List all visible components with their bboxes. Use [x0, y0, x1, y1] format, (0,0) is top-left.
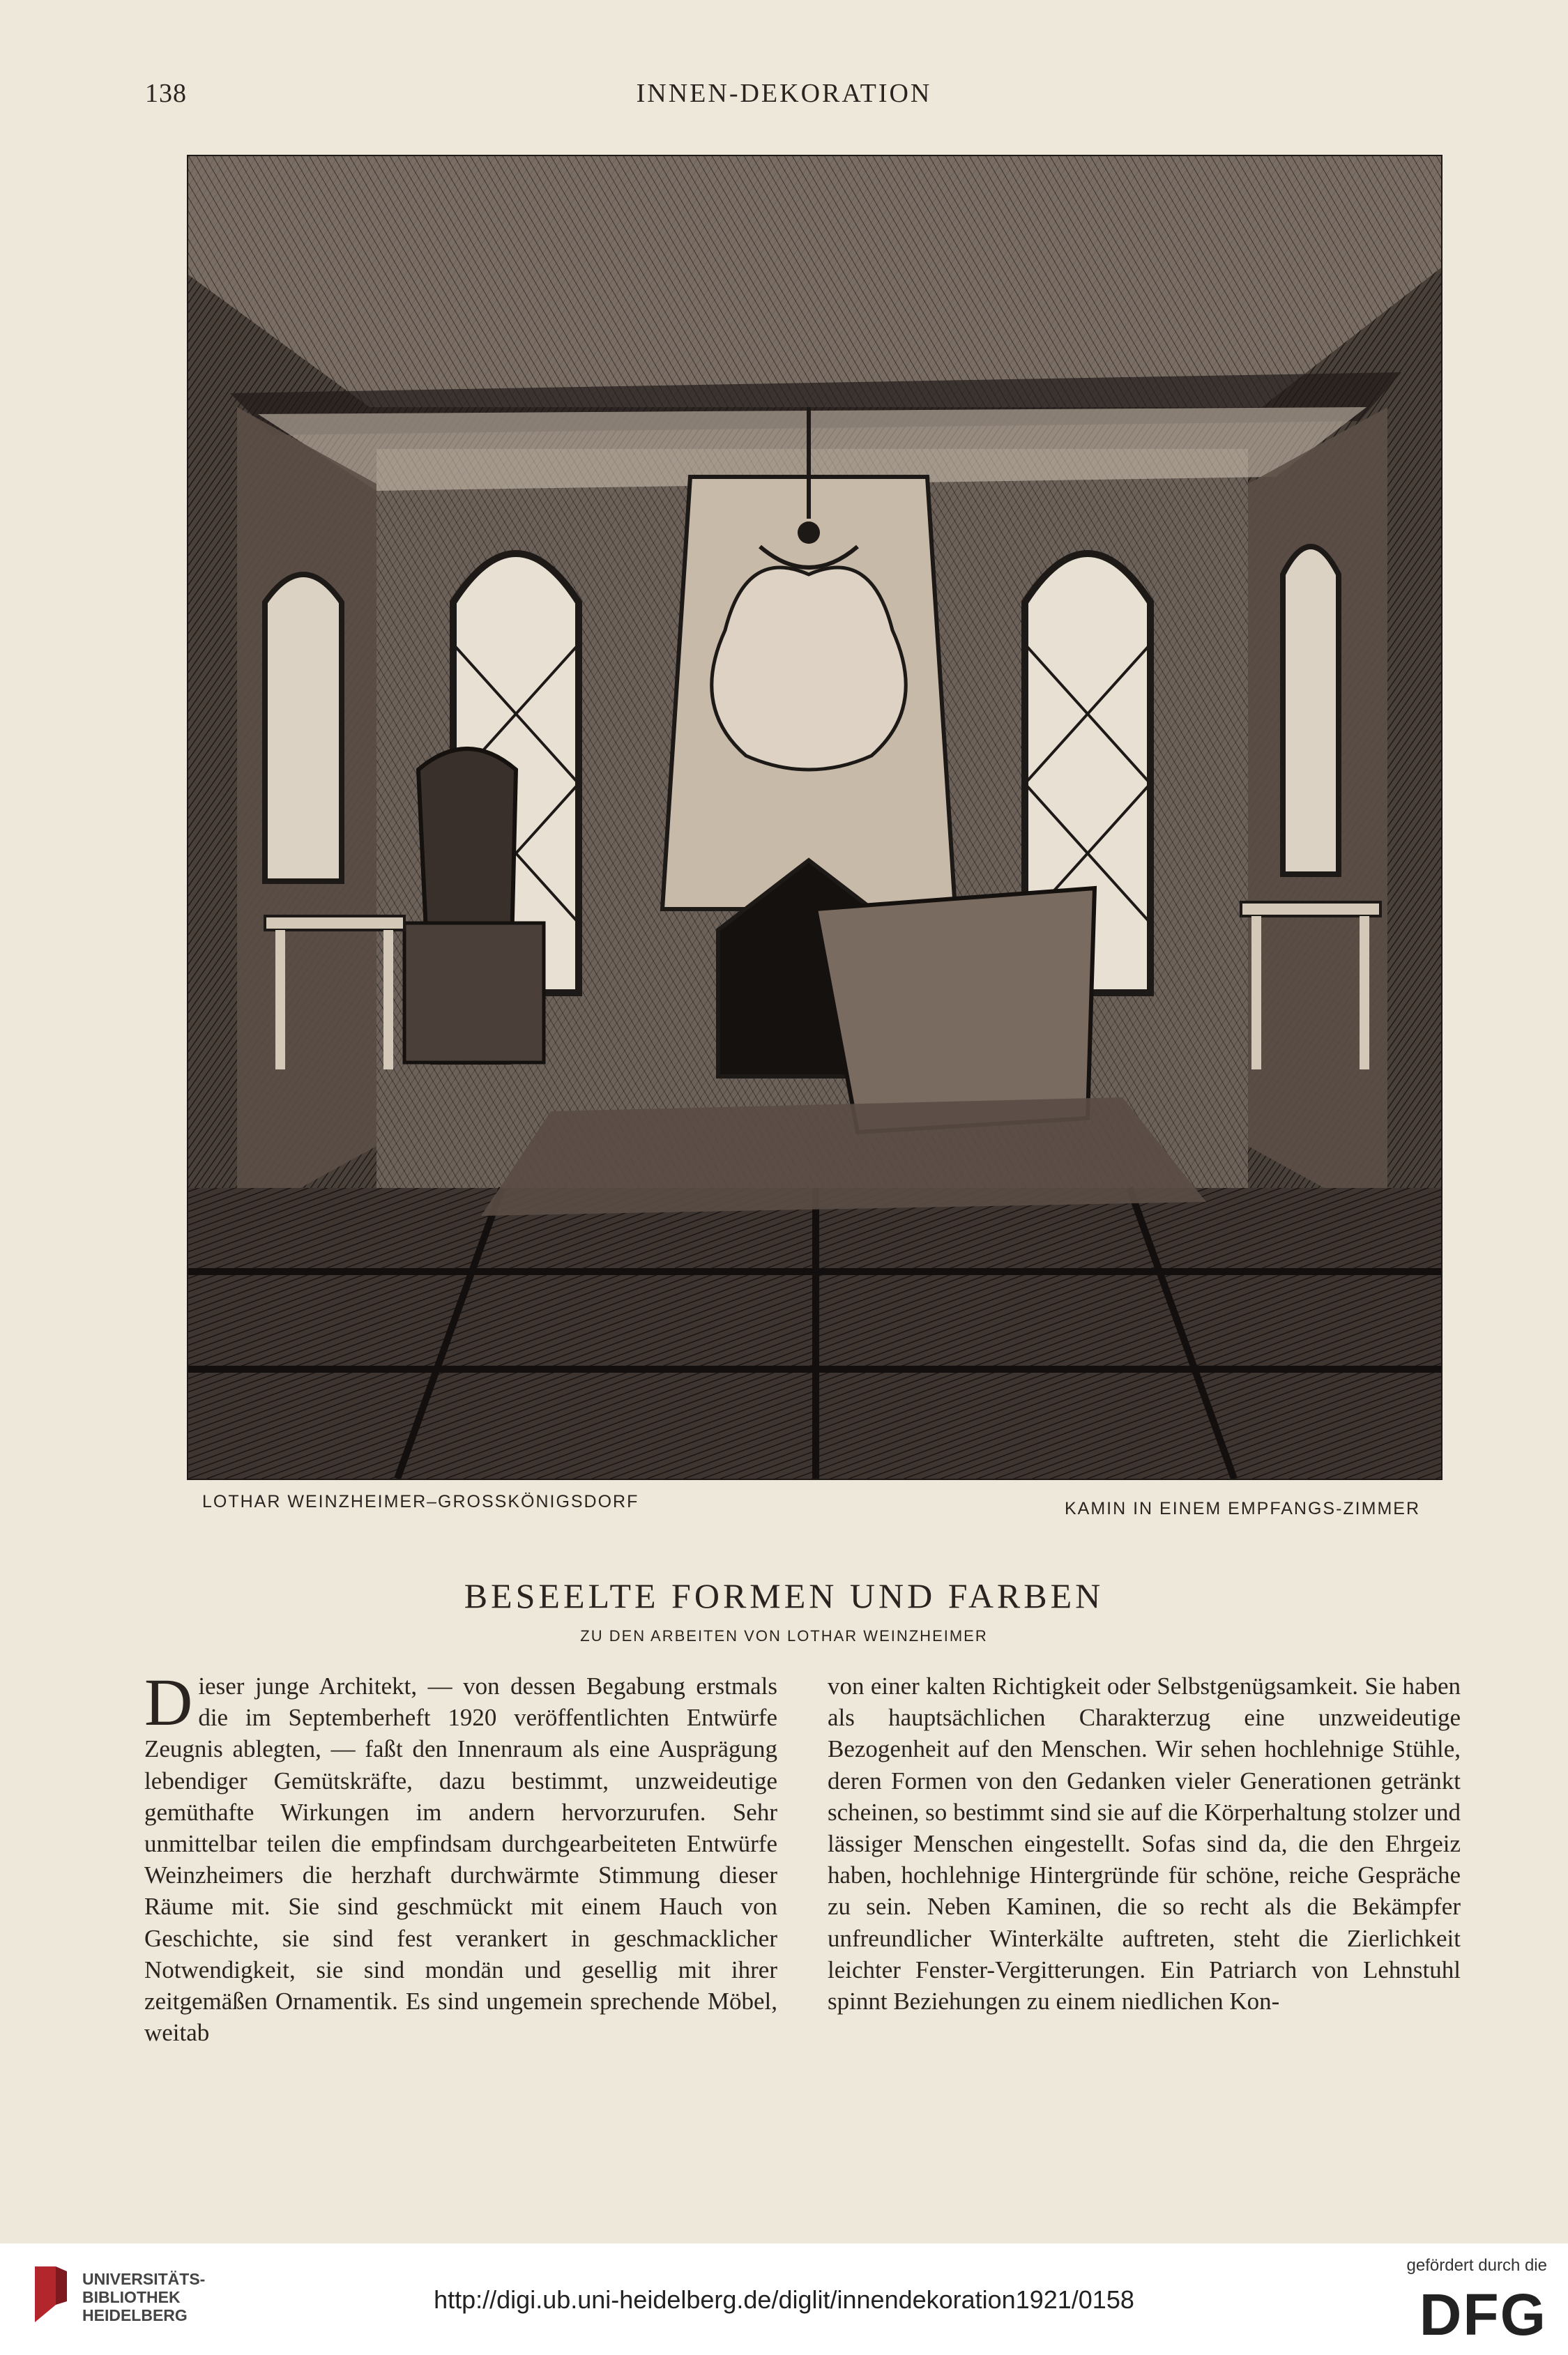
left-column-text: ieser junge Architekt, — von dessen Begabung erstmals die im Septemberheft 1920 veröffentlichten Entwürfe Zeugnis ablegten, — faßt den Innenraum als eine Ausprägung lebendiger Gemütskräfte, dazu bestimmt, unzweideutige gemüthafte Wirkungen im andern hervorzurufen. Sehr unmittelbar teilen die empfindsam durchgearbeiteten Entwürfe Weinzheimers die herzhaft durchwärmte Stimmung dieser Räume mit. Sie sind geschmückt mit einem Hauch von Geschichte, sie sind fest verankert in geschmacklicher Notwendigkeit, sie sind mondän und gesellig mit ihrer zeitgemäßen Ornamentik. Es sind ungemein sprechende Möbel, weitab [144, 1672, 777, 2047]
plate-caption-artist: LOTHAR WEINZHEIMER–GROSSKÖNIGSDORF [202, 1492, 639, 1511]
article-column-right [828, 1670, 1461, 2017]
digitization-footer [0, 2243, 1568, 2355]
permalink[interactable]: http://digi.ub.uni-heidelberg.de/diglit/innendekoration1921/0158 [434, 2285, 1134, 2314]
drop-cap: D [144, 1665, 193, 1739]
library-name-line: HEIDELBERG [82, 2306, 188, 2324]
article-title: BESEELTE FORMEN UND FARBEN [464, 1576, 1104, 1615]
interior-illustration [187, 155, 1443, 1480]
running-head: INNEN-DEKORATION [636, 79, 932, 108]
right-column-text: von einer kalten Richtigkeit oder Selbstgenügsamkeit. Sie haben als hauptsächlichen Charakterzug eine unzweideutige Bezogenheit auf den Menschen. Wir sehen hochlehnige Stühle, deren Formen von den Gedanken vieler Generationen getränkt scheinen, so bestimmt sind sie auf die Körperhaltung stolzer und lässiger Menschen eingestellt. Sofas sind da, die den Ehrgeiz haben, hochlehnige Hintergründe für schöne, reiche Gespräche zu sein. Neben Kaminen, die so recht als die Bekämpfer unfreundlicher Winterkälte auftreten, steht die Zierlichkeit leichter Fenster-Vergitterungen. Ein Patriarch von Lehnstuhl spinnt Beziehungen zu einem niedlichen Kon- [828, 1672, 1461, 2015]
page-number: 138 [145, 79, 187, 108]
library-name-line: UNIVERSITÄTS- [82, 2270, 206, 2288]
article-column-left [144, 1665, 777, 2048]
plate-caption-subject: KAMIN IN EINEM EMPFANGS-ZIMMER [1064, 1499, 1420, 1518]
library-name-line: BIBLIOTHEK [82, 2288, 181, 2306]
dfg-logo: DFG [1419, 2282, 1547, 2347]
article-subtitle: ZU DEN ARBEITEN VON LOTHAR WEINZHEIMER [580, 1627, 988, 1645]
funding-note: gefördert durch die [1406, 2256, 1547, 2275]
